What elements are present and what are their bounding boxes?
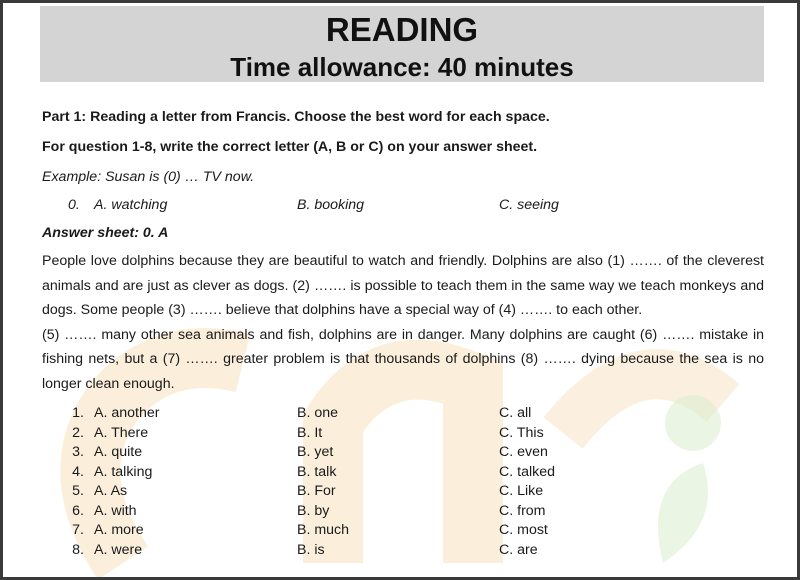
option-b: B. is bbox=[297, 541, 325, 558]
option-a: A. talking bbox=[94, 463, 153, 480]
option-row bbox=[42, 404, 764, 424]
question-number: 6. bbox=[72, 502, 84, 519]
question-number: 4. bbox=[72, 463, 84, 480]
example-option-b: B. booking bbox=[297, 197, 365, 213]
option-c: C. even bbox=[499, 444, 548, 460]
option-a: A. As bbox=[94, 483, 128, 499]
option-row bbox=[42, 463, 764, 483]
example-number: 0. bbox=[68, 197, 80, 213]
question-number: 1. bbox=[72, 405, 84, 421]
option-a: A. more bbox=[94, 522, 144, 538]
passage-paragraph-1: People love dolphins because they are beautiful to watch and friendly. Dolphins are also (1) ……. of the cleverest animals and are just as clever as dogs. (2) ……. is possible to teach them in the same way we teach monkeys and dogs. Some people (3) ……. believe that dolphins have a special way of (4) ……. to each other. bbox=[42, 253, 764, 318]
option-a: A. There bbox=[94, 424, 149, 441]
option-b: B. by bbox=[297, 502, 330, 519]
option-b: B. It bbox=[297, 424, 323, 441]
example-option-c: C. seeing bbox=[499, 197, 559, 213]
option-row bbox=[42, 424, 764, 444]
option-a: A. with bbox=[94, 502, 137, 519]
option-c: C. from bbox=[499, 502, 546, 519]
passage-paragraph-2: (5) ……. many other sea animals and fish, dolphins are in danger. Many dolphins are caught (6) ……. mistake in fishing nets, but a (7) ……. greater problem is that thousands of dolphins (8) ……. dying because the sea is no longer clean enough. bbox=[42, 326, 764, 392]
option-a: A. were bbox=[94, 541, 143, 558]
option-c: C. most bbox=[499, 522, 548, 538]
option-b: B. one bbox=[297, 405, 339, 421]
time-allowance: Time allowance: 40 minutes bbox=[230, 52, 574, 82]
option-c: C. are bbox=[499, 541, 538, 558]
option-a: A. quite bbox=[94, 444, 143, 460]
option-c: C. talked bbox=[499, 463, 555, 480]
option-a: A. another bbox=[94, 405, 160, 421]
question-number: 3. bbox=[72, 444, 84, 460]
option-b: B. yet bbox=[297, 444, 334, 460]
option-row bbox=[42, 443, 764, 463]
example-options bbox=[42, 195, 764, 223]
example-answer: Answer sheet: 0. A bbox=[42, 225, 169, 241]
part-instruction: Part 1: Reading a letter from Francis. Choose the best word for each space. bbox=[42, 109, 550, 125]
question-number: 5. bbox=[72, 483, 84, 499]
option-b: B. For bbox=[297, 483, 336, 499]
option-c: C. This bbox=[499, 424, 544, 441]
option-row bbox=[42, 482, 764, 502]
reading-passage bbox=[42, 249, 764, 396]
header-band bbox=[40, 6, 764, 82]
question-number: 7. bbox=[72, 522, 84, 538]
content bbox=[42, 107, 764, 560]
option-c: C. all bbox=[499, 405, 532, 421]
option-row bbox=[42, 521, 764, 541]
question-instruction: For question 1-8, write the correct letter (A, B or C) on your answer sheet. bbox=[42, 139, 538, 155]
page-title: READING bbox=[325, 11, 479, 48]
example-sentence: Example: Susan is (0) … TV now. bbox=[42, 169, 255, 185]
option-b: B. much bbox=[297, 522, 350, 538]
answer-options bbox=[42, 404, 764, 560]
option-b: B. talk bbox=[297, 463, 337, 480]
example-option-a: A. watching bbox=[94, 197, 168, 213]
option-c: C. Like bbox=[499, 483, 544, 499]
option-row bbox=[42, 502, 764, 522]
question-number: 8. bbox=[72, 541, 84, 558]
question-number: 2. bbox=[72, 424, 84, 441]
option-row bbox=[42, 541, 764, 561]
